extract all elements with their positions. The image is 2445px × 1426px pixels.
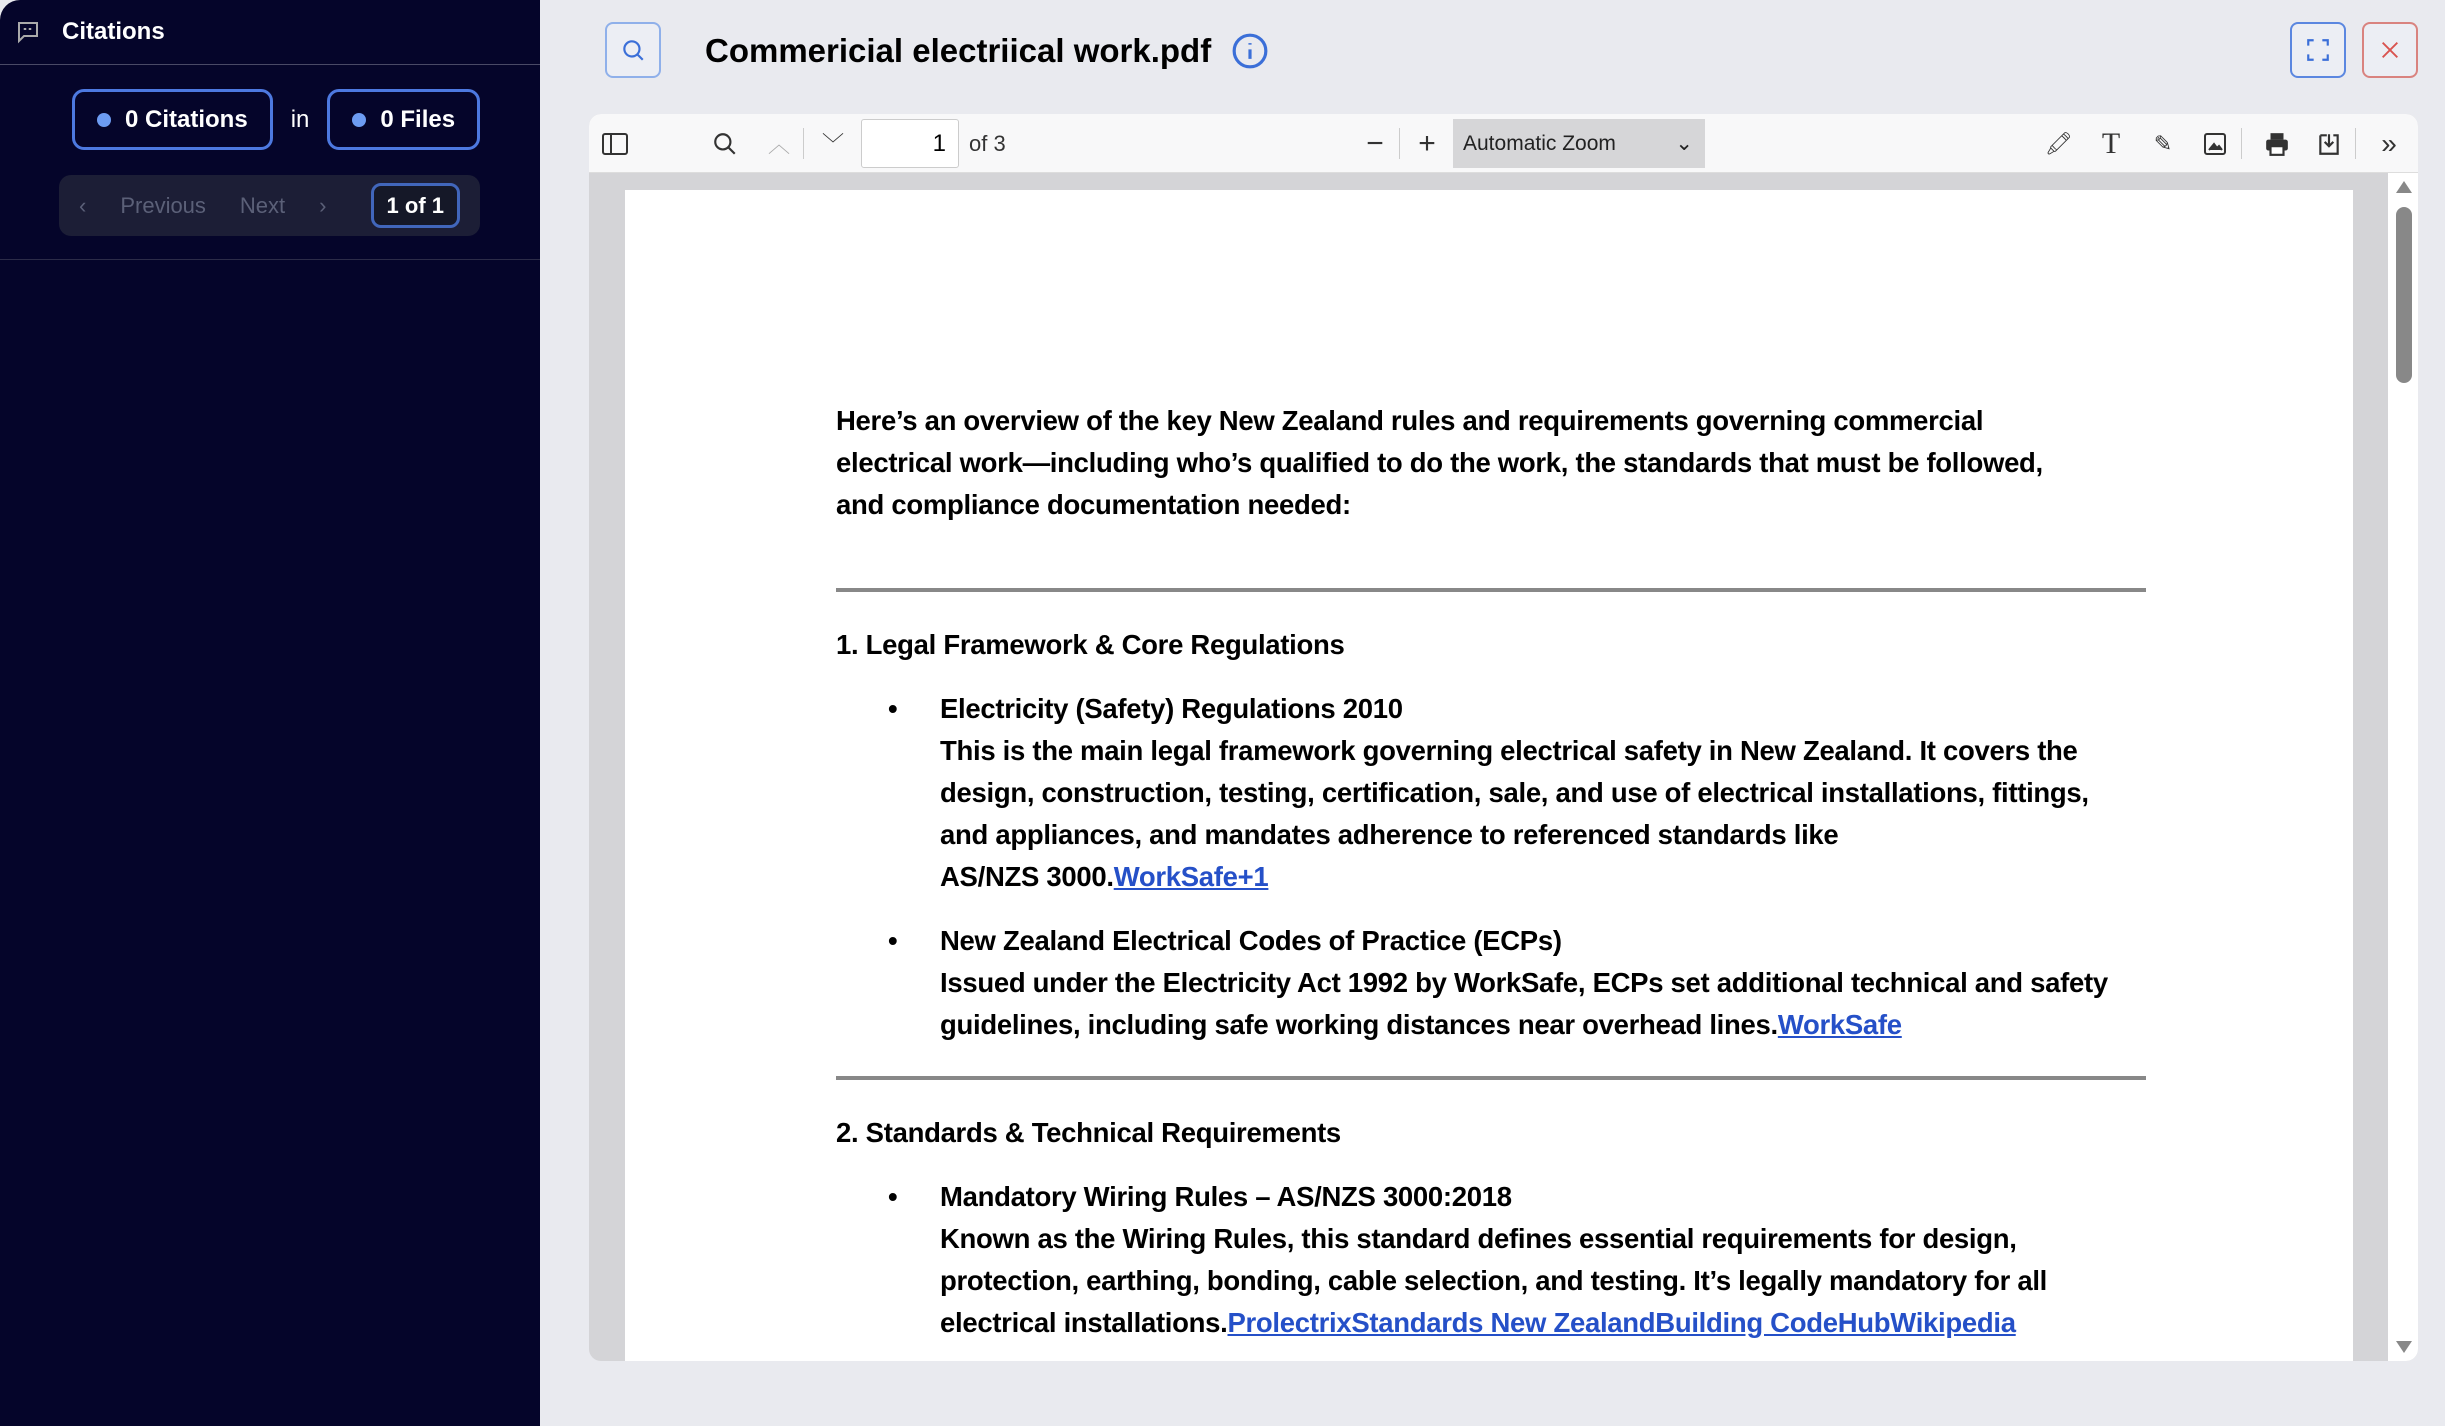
previous-page-icon[interactable]: ︿ xyxy=(767,132,790,157)
source-link[interactable]: WorkSafe+1 xyxy=(1113,861,1269,892)
scrollbar-thumb[interactable] xyxy=(2396,207,2412,383)
next-page-icon[interactable]: ﹀ xyxy=(821,132,844,157)
sidebar-title: Citations xyxy=(62,18,165,45)
print-icon[interactable] xyxy=(2259,114,2295,173)
sidebar-header xyxy=(0,0,540,65)
chevron-right-icon[interactable]: › xyxy=(319,192,327,218)
citations-count-button[interactable] xyxy=(72,89,273,150)
search-button[interactable] xyxy=(605,22,661,78)
close-icon xyxy=(2379,39,2401,61)
text-line: Here’s an overview of the key New Zealand rules and requirements governing commercial xyxy=(836,405,1984,436)
zoom-select[interactable] xyxy=(1453,119,1705,168)
text-line: protection, earthing, bonding, cable selection, and testing. It’s legally mandatory for all xyxy=(940,1265,2047,1296)
image-icon[interactable] xyxy=(2197,114,2233,173)
section-heading: 2. Standards & Technical Requirements xyxy=(836,1117,1341,1148)
expand-icon xyxy=(2305,37,2331,63)
page-number-input[interactable] xyxy=(861,119,959,168)
search-icon xyxy=(620,37,646,63)
scroll-up-icon[interactable] xyxy=(2396,181,2412,193)
bullet: • xyxy=(888,925,898,956)
text-line: and appliances, and mandates adherence to referenced standards like xyxy=(940,819,1839,850)
citations-count-label: 0 Citations xyxy=(125,105,248,133)
item-title: Mandatory Wiring Rules – AS/NZS 3000:2018 xyxy=(940,1181,1512,1212)
text-line: guidelines, including safe working distances near overhead lines. xyxy=(940,1009,1778,1040)
fullscreen-button[interactable] xyxy=(2290,22,2346,78)
list-item xyxy=(836,920,2353,1046)
text-line: electrical installations. xyxy=(940,1307,1228,1338)
draw-icon[interactable]: ✎ xyxy=(2153,130,2173,156)
source-link[interactable]: ProlectrixStandards New ZealandBuilding CodeHubWikipedia xyxy=(1227,1307,2016,1338)
bullet: • xyxy=(888,1181,898,1212)
pdf-page xyxy=(625,190,2353,1361)
page-count-badge: 1 of 1 xyxy=(371,183,460,228)
scroll-down-icon[interactable] xyxy=(2396,1341,2412,1353)
close-button[interactable] xyxy=(2362,22,2418,78)
divider xyxy=(836,1076,2146,1080)
quote-chat-icon xyxy=(16,20,40,44)
dot-icon xyxy=(97,113,111,127)
divider xyxy=(0,259,540,260)
find-icon[interactable] xyxy=(707,114,743,173)
previous-button[interactable]: Previous xyxy=(120,192,206,218)
divider xyxy=(836,588,2146,592)
vertical-scrollbar[interactable] xyxy=(2388,173,2418,1361)
text-line: Known as the Wiring Rules, this standard defines essential requirements for design, xyxy=(940,1223,2017,1254)
item-title: Electricity (Safety) Regulations 2010 xyxy=(940,693,1403,724)
pdf-viewer xyxy=(589,114,2418,1361)
document-title: Commericial electriical work.pdf xyxy=(705,32,1212,69)
info-icon[interactable] xyxy=(1231,32,1269,70)
zoom-out-icon[interactable]: − xyxy=(1366,126,1384,160)
highlight-icon[interactable]: 🖍 xyxy=(2045,130,2073,156)
zoom-value: Automatic Zoom xyxy=(1463,131,1616,155)
list-item xyxy=(836,1176,2353,1344)
source-link[interactable]: WorkSafe xyxy=(1777,1009,1902,1040)
text-line: AS/NZS 3000. xyxy=(940,861,1114,892)
more-tools-icon[interactable]: » xyxy=(2381,127,2397,159)
text-tool-icon[interactable]: T xyxy=(2101,126,2121,160)
in-label: in xyxy=(290,105,310,133)
next-button[interactable]: Next xyxy=(239,192,286,218)
text-line: and compliance documentation needed: xyxy=(836,489,1351,520)
text-line: electrical work—including who’s qualified to do the work, the standards that must be followed, xyxy=(836,447,2043,478)
text-line: This is the main legal framework governing electrical safety in New Zealand. It covers the xyxy=(940,735,2078,766)
page-total: of 3 xyxy=(969,130,1006,156)
files-count-button[interactable] xyxy=(327,89,480,150)
dot-icon xyxy=(352,113,366,127)
list-item xyxy=(836,688,2353,898)
citation-pager xyxy=(59,175,480,236)
text-line: Issued under the Electricity Act 1992 by WorkSafe, ECPs set additional technical and safety xyxy=(940,967,2108,998)
download-icon[interactable] xyxy=(2311,114,2347,173)
citations-sidebar xyxy=(0,0,540,1426)
files-count-label: 0 Files xyxy=(380,105,456,133)
sidebar-toggle-icon[interactable] xyxy=(597,114,633,173)
pdf-toolbar xyxy=(589,114,2418,173)
text-line: design, construction, testing, certification, sale, and use of electrical installations, fittings, xyxy=(940,777,2089,808)
chevron-down-icon: ⌄ xyxy=(1675,132,1693,155)
item-title: New Zealand Electrical Codes of Practice (ECPs) xyxy=(940,925,1562,956)
intro-paragraph xyxy=(836,400,2353,526)
bullet: • xyxy=(888,693,898,724)
section-heading: 1. Legal Framework & Core Regulations xyxy=(836,629,1345,660)
chevron-left-icon[interactable]: ‹ xyxy=(79,192,87,218)
zoom-in-icon[interactable]: + xyxy=(1418,126,1436,160)
